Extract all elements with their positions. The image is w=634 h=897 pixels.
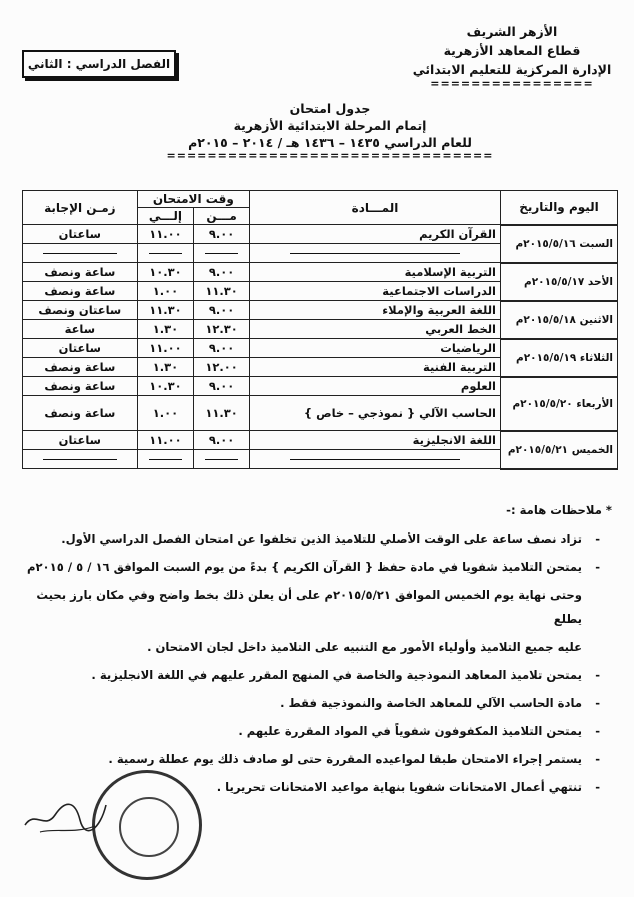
day-date-cell: الخميس ٢٠١٥/٥/٢١م <box>501 431 618 469</box>
to-time-cell <box>137 244 194 263</box>
subject-cell <box>249 450 500 469</box>
day-date-cell: السبت ٢٠١٥/٥/١٦م <box>501 225 618 263</box>
subject-cell: الرياضيات <box>249 339 500 358</box>
from-time-cell <box>194 450 250 469</box>
issuer-header <box>412 22 612 89</box>
to-time-cell: ١.٣٠ <box>137 320 194 339</box>
subject-cell: الدراسات الاجتماعية <box>249 282 500 301</box>
from-time-cell: ٩.٠٠ <box>194 263 250 282</box>
header-from: مـــن <box>194 208 250 225</box>
to-time-cell: ١٠.٣٠ <box>137 377 194 396</box>
to-time-cell: ١١.٠٠ <box>137 431 194 450</box>
subject-cell: الحاسب الآلي { نموذجي – خاص } <box>249 396 500 431</box>
subject-cell <box>249 244 500 263</box>
header-to: إلـــي <box>137 208 194 225</box>
from-time-cell: ١١.٣٠ <box>194 282 250 301</box>
day-date-cell: الاثنين ٢٠١٥/٥/١٨م <box>501 301 618 339</box>
header-line: الإدارة المركزية للتعليم الابتدائي <box>412 62 612 77</box>
from-time-cell: ١٢.٣٠ <box>194 320 250 339</box>
note-item: - تنتهي أعمال الامتحانات شفويا بنهاية مواعيد الامتحانات تحريريا . <box>22 775 604 799</box>
term-box: الفصل الدراسي : الثاني <box>22 50 176 78</box>
exam-schedule-table <box>22 190 618 470</box>
handwritten-signature <box>20 790 110 840</box>
duration-cell: ساعة ونصف <box>23 396 138 431</box>
blank-dash <box>43 459 117 460</box>
table-row <box>23 263 618 282</box>
table-row <box>23 301 618 320</box>
to-time-cell <box>137 450 194 469</box>
from-time-cell: ١١.٣٠ <box>194 396 250 431</box>
duration-cell: ساعتان <box>23 225 138 244</box>
blank-dash <box>205 253 238 254</box>
duration-cell: ساعة ونصف <box>23 358 138 377</box>
subject-cell: اللغة الانجليزية <box>249 431 500 450</box>
note-item: - تزاد نصف ساعة على الوقت الأصلي للتلاميذ الذين تخلفوا عن امتحان الفصل الدراسي الأول. <box>22 527 604 551</box>
subject-cell: اللغة العربية والإملاء <box>249 301 500 320</box>
to-time-cell: ١١.٠٠ <box>137 339 194 358</box>
header-divider: ================ <box>430 77 594 90</box>
from-time-cell: ١٢.٠٠ <box>194 358 250 377</box>
note-item: - يستمر إجراء الامتحان طبقا لمواعيده المقررة حتى لو صادف ذلك يوم عطلة رسمية . <box>22 747 604 771</box>
title-line-2: إتمام المرحلة الابتدائية الأزهرية <box>233 118 427 133</box>
duration-cell: ساعة ونصف <box>23 263 138 282</box>
table-header-row <box>23 191 618 208</box>
subject-cell: العلوم <box>249 377 500 396</box>
to-time-cell: ١.٣٠ <box>137 358 194 377</box>
title-line-1: جدول امتحان <box>289 101 371 116</box>
note-item: عليه جميع التلاميذ وأولياء الأمور مع التنبيه على التلاميذ داخل لجان الامتحان . <box>147 640 582 654</box>
to-time-cell: ١.٠٠ <box>137 396 194 431</box>
duration-cell: ساعتان <box>23 339 138 358</box>
notes-list <box>22 527 612 799</box>
header-subject: المـــادة <box>249 191 500 225</box>
header-exam-time: وقت الامتحان <box>137 191 249 208</box>
table-row <box>23 377 618 396</box>
from-time-cell: ٩.٠٠ <box>194 431 250 450</box>
header-duration: زمـن الإجابة <box>23 191 138 225</box>
subject-cell: القرآن الكريم <box>249 225 500 244</box>
subject-cell: الخط العربي <box>249 320 500 339</box>
duration-cell <box>23 450 138 469</box>
duration-cell: ساعة ونصف <box>23 377 138 396</box>
note-item: - يمتحن تلاميذ المعاهد النموذجية والخاصة في المنهج المقرر عليهم في اللغة الانجليزية . <box>22 663 604 687</box>
table-row <box>23 225 618 244</box>
from-time-cell <box>194 244 250 263</box>
header-line: قطاع المعاهد الأزهرية <box>443 43 581 58</box>
blank-dash <box>149 253 182 254</box>
duration-cell: ساعتان ونصف <box>23 301 138 320</box>
duration-cell: ساعة ونصف <box>23 282 138 301</box>
duration-cell <box>23 244 138 263</box>
blank-dash <box>290 253 459 254</box>
blank-dash <box>149 459 182 460</box>
to-time-cell: ١.٠٠ <box>137 282 194 301</box>
title-line-3: للعام الدراسي ١٤٣٥ – ١٤٣٦ هـ / ٢٠١٤ – ٢٠١٥م <box>188 135 472 150</box>
blank-dash <box>205 459 238 460</box>
subject-cell: التربية الفنية <box>249 358 500 377</box>
from-time-cell: ٩.٠٠ <box>194 301 250 320</box>
note-item: - يمتحن التلاميذ المكفوفون شفوياً في المواد المقررة عليهم . <box>22 719 604 743</box>
table-row <box>23 339 618 358</box>
to-time-cell: ١١.٣٠ <box>137 301 194 320</box>
blank-dash <box>290 459 459 460</box>
notes-heading: * ملاحظات هامة :- <box>506 503 612 517</box>
note-item: - يمتحن التلاميذ شفويا في مادة حفظ { القرآن الكريم } بدءً من يوم السبت الموافق ١٦ / ٥ / ٢٠١٥م <box>22 555 604 579</box>
table-row <box>23 431 618 450</box>
to-time-cell: ١٠.٣٠ <box>137 263 194 282</box>
day-date-cell: الأحد ٢٠١٥/٥/١٧م <box>501 263 618 301</box>
day-date-cell: الأربعاء ٢٠١٥/٥/٢٠م <box>501 377 618 431</box>
document-title <box>140 100 520 161</box>
title-divider: ================================ <box>166 149 494 162</box>
header-line: الأزهر الشريف <box>466 24 558 39</box>
header-day: اليوم والتاريخ <box>501 191 618 225</box>
seal-emblem <box>119 797 179 857</box>
from-time-cell: ٩.٠٠ <box>194 339 250 358</box>
to-time-cell: ١١.٠٠ <box>137 225 194 244</box>
blank-dash <box>43 253 117 254</box>
duration-cell: ساعة <box>23 320 138 339</box>
subject-cell: التربية الإسلامية <box>249 263 500 282</box>
note-item: - مادة الحاسب الآلي للمعاهد الخاصة والنموذجية فقط . <box>22 691 604 715</box>
note-item: وحتى نهاية يوم الخميس الموافق ٢٠١٥/٥/٢١م على أن يعلن ذلك بخط واضح وفي مكان بارز بحيث يطلع <box>36 588 582 626</box>
duration-cell: ساعتان <box>23 431 138 450</box>
day-date-cell: الثلاثاء ٢٠١٥/٥/١٩م <box>501 339 618 377</box>
from-time-cell: ٩.٠٠ <box>194 377 250 396</box>
from-time-cell: ٩.٠٠ <box>194 225 250 244</box>
notes-section <box>22 503 612 803</box>
